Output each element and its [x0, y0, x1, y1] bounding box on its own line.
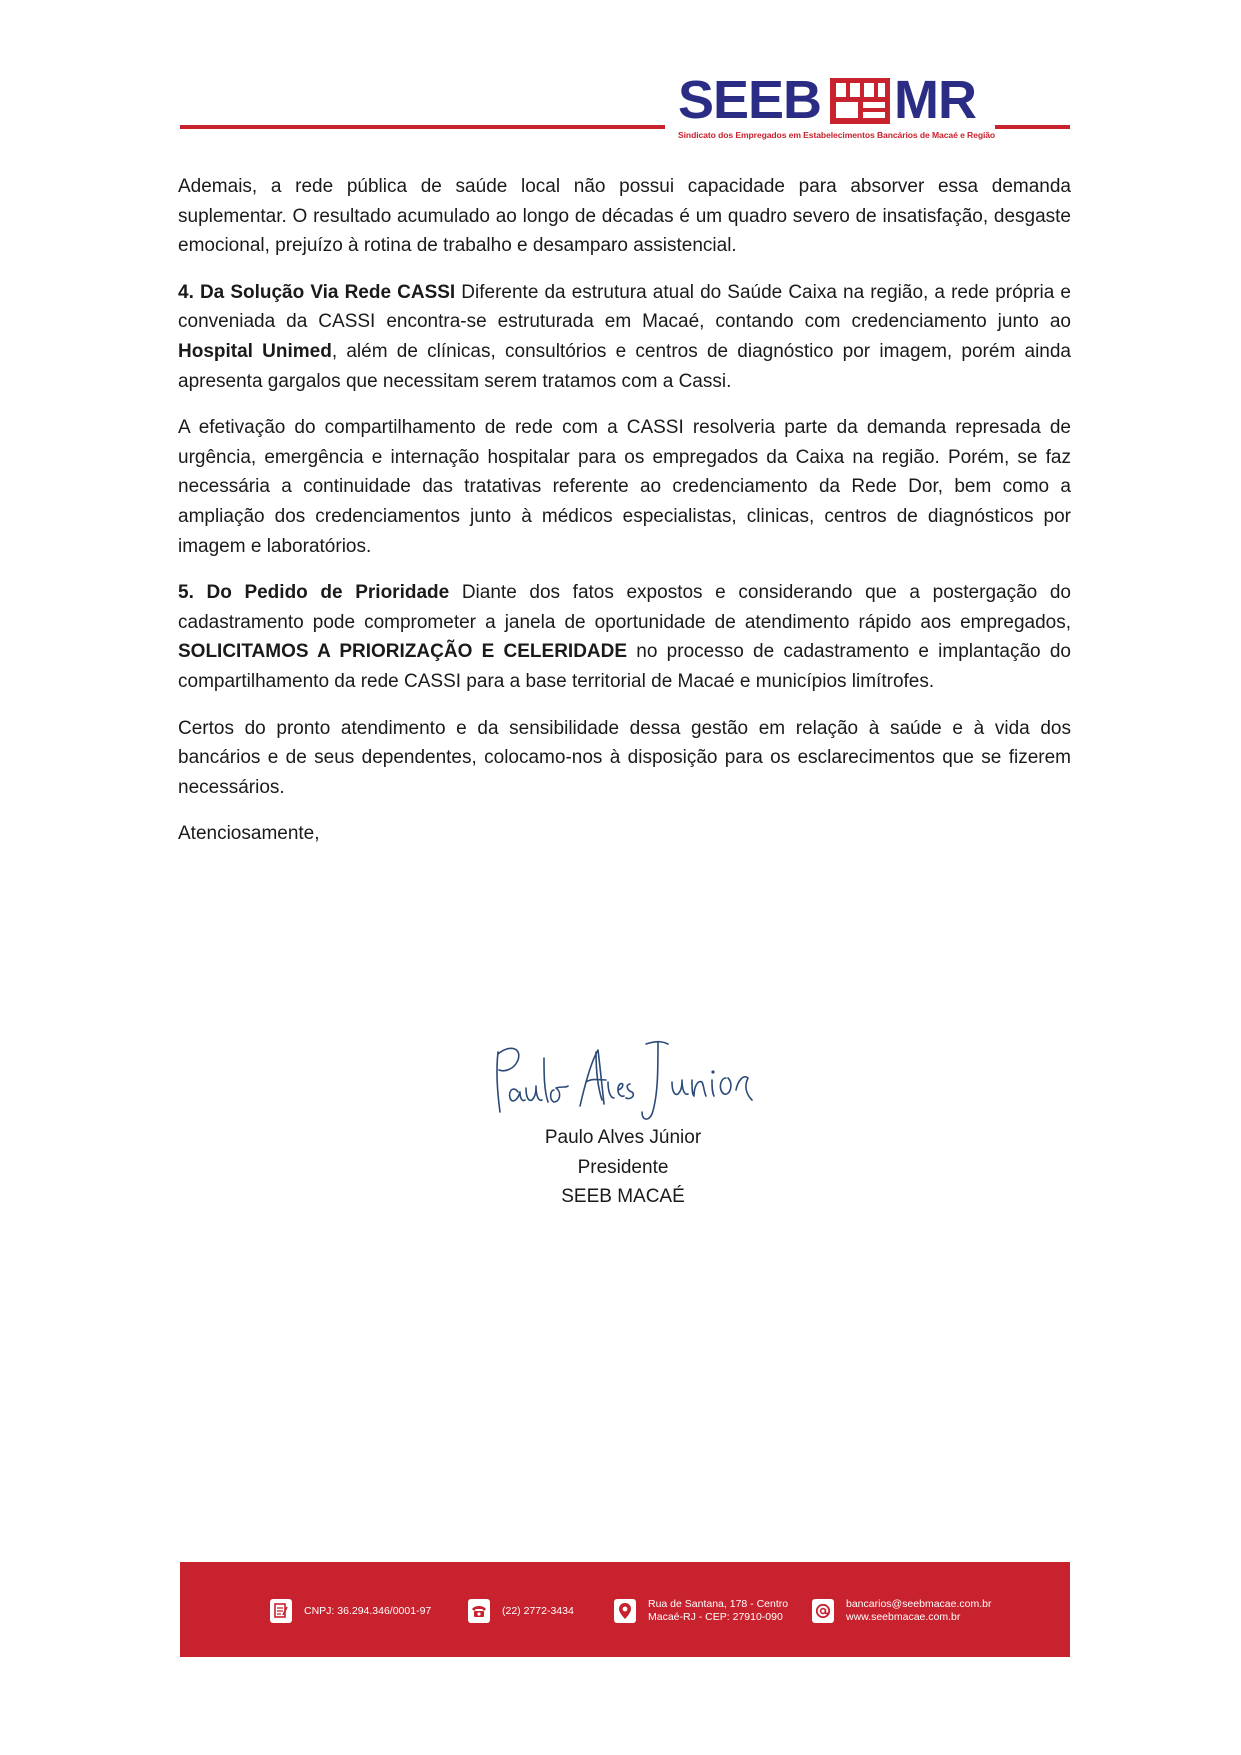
phone-icon [468, 1599, 490, 1623]
paragraph-priority-request [178, 578, 1071, 696]
seeb-mr-logo [678, 68, 996, 146]
email-link[interactable]: bancarios@seebmacae.com.br [846, 1598, 992, 1610]
logo-emblem-icon [830, 78, 890, 124]
signatory-organization: SEEB MACAÉ [561, 1186, 685, 1208]
header-rule-left [180, 125, 665, 129]
paragraph-text: no processo de cadastramento e implantação do compartilhamento da rede CASSI para a base territorial de Macaé e municípios limítrofes. [178, 641, 1072, 692]
footer-bar [180, 1562, 1070, 1657]
paragraph-public-health: Ademais, a rede pública de saúde local não possui capacidade para absorver essa demanda suplementar. O resultado acumulado ao longo de décadas é um quadro severo de insatisfação, desgaste emocional, prejuízo à rotina de trabalho e desamparo assistencial. [178, 176, 1071, 257]
at-sign-icon [812, 1599, 834, 1623]
phone-text: (22) 2772-3434 [502, 1604, 574, 1617]
paragraph-network-sharing: A efetivação do compartilhamento de rede com a CASSI resolveria parte da demanda represada de urgência, emergência e internação hospitalar para os empregados da Caixa na região. Porém, se faz necessária a continuidade das tratativas referente ao credenciamento da Rede Dor, bem como a ampliação dos credenciamentos junto à médicos especialistas, clinicas, centros de diagnósticos por imagem e laboratórios. [178, 417, 1071, 557]
letter-body [178, 172, 1071, 866]
document-icon [270, 1599, 292, 1623]
request-emphasis-bold: SOLICITAMOS A PRIORIZAÇÃO E CELERIDADE [178, 641, 628, 663]
location-pin-icon [614, 1599, 636, 1623]
hospital-unimed-bold: Hospital Unimed [178, 340, 332, 362]
address-line-2: Macaé-RJ - CEP: 27910-090 [648, 1611, 783, 1623]
paragraph-cassi-solution [178, 278, 1071, 396]
logo-text-mr: MR [894, 70, 976, 130]
paragraph-text: Diferente da estrutura atual do Saúde Caixa na região, a rede própria e conveniada da CASSI encontra-se estruturada em Macaé, contando com credenciamento junto ao [178, 281, 1071, 333]
handwritten-signature [492, 1030, 754, 1130]
footer-contact [812, 1596, 991, 1626]
footer-cnpj [270, 1596, 431, 1626]
signatory-role: Presidente [577, 1156, 669, 1178]
signature-block [420, 1123, 826, 1212]
paragraph-text: , além de clínicas, consultórios e centros de diagnóstico por imagem, porém ainda apresenta gargalos que necessitam serem tratamos com a Cassi. [178, 340, 1072, 392]
paragraph-text: Diante dos fatos expostos e considerando que a postergação do cadastramento pode comprometer a janela de oportunidade de atendimento rápido aos empregados, [178, 582, 1071, 633]
section-heading-cassi: 4. Da Solução Via Rede CASSI [178, 281, 456, 303]
website-link[interactable]: www.seebmacae.com.br [846, 1611, 961, 1623]
header-rule-right [995, 125, 1070, 129]
footer-address [614, 1596, 788, 1626]
cnpj-text: CNPJ: 36.294.346/0001-97 [304, 1604, 432, 1617]
closing-salutation: Atenciosamente, [178, 823, 320, 845]
logo-text-seeb: SEEB [678, 70, 822, 130]
paragraph-closing-remarks: Certos do pronto atendimento e da sensibilidade dessa gestão em relação à saúde e à vida dos bancários e de seus dependentes, colocamo-nos à disposição para os esclarecimentos que se fizerem necessários. [178, 717, 1071, 798]
logo-subtitle: Sindicato dos Empregados em Estabelecimentos Bancários de Macaé e Região [678, 130, 996, 140]
signatory-name: Paulo Alves Júnior [544, 1127, 702, 1148]
section-heading-priority: 5. Do Pedido de Prioridade [178, 582, 450, 604]
footer-phone [468, 1596, 574, 1626]
address-line-1: Rua de Santana, 178 - Centro [648, 1598, 789, 1610]
